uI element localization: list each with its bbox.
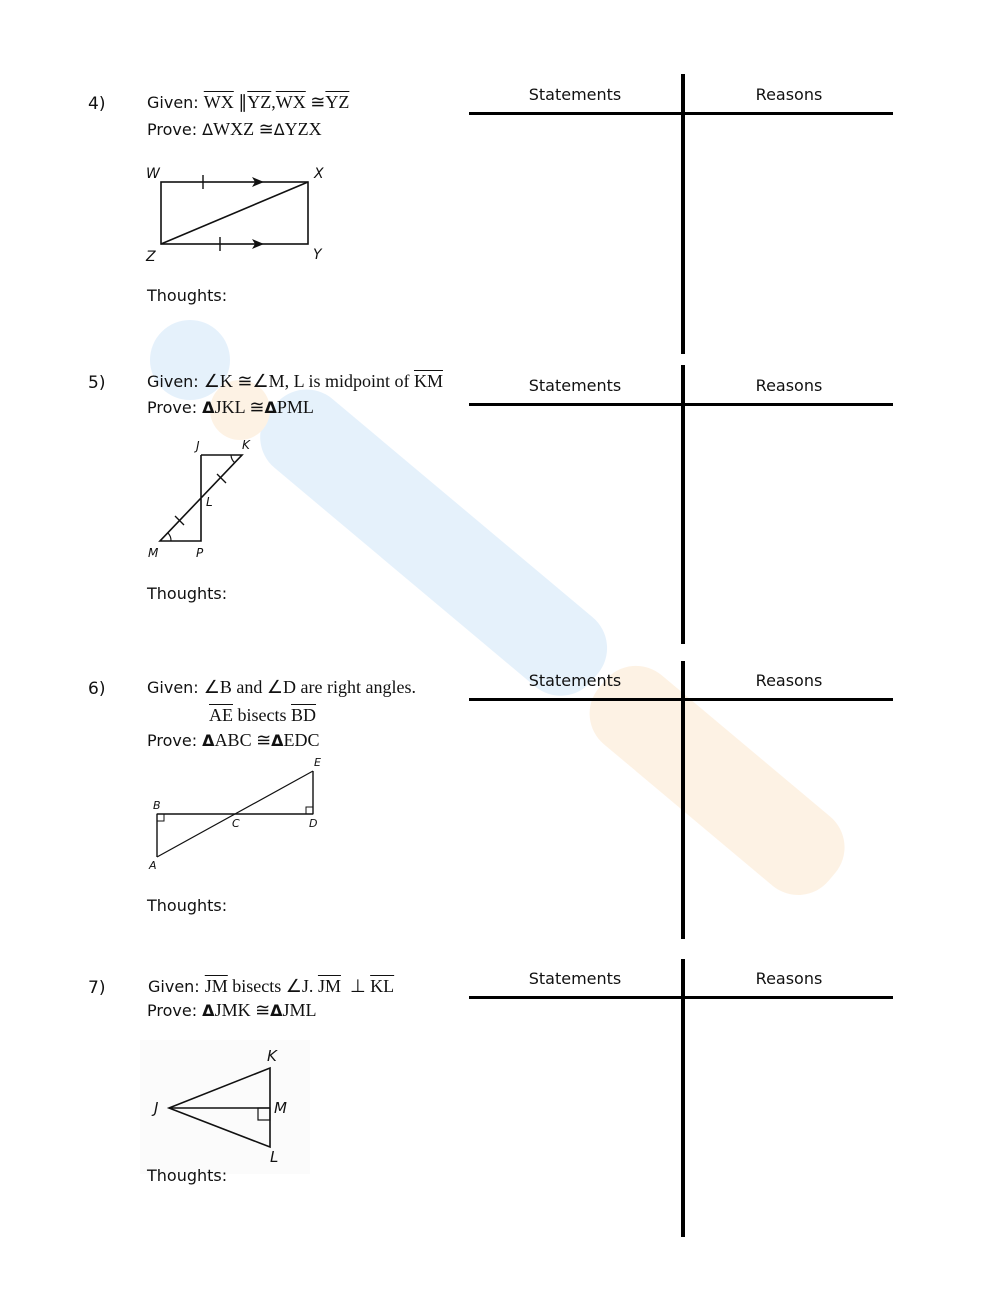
reasons-header: Reasons: [755, 376, 823, 395]
proof-table-5: [469, 365, 893, 644]
thoughts-label: Thoughts:: [147, 896, 228, 915]
problem-number: 4): [88, 94, 106, 114]
column-divider: [681, 959, 685, 1237]
given-text: ∠B and ∠D are right angles.: [203, 677, 417, 697]
thoughts-label: Thoughts:: [147, 286, 228, 305]
triangle-name: EDC: [283, 730, 320, 750]
parallel-symbol: ∥: [233, 92, 248, 112]
proof-table-6: [469, 661, 893, 939]
segment-bd: $\overline{BD}$: [291, 705, 317, 725]
statements-header: Statements: [528, 85, 622, 104]
problem-number: 6): [88, 679, 106, 699]
vertex-label: J: [154, 1099, 159, 1117]
figure-triangles-jkl-pml: [140, 430, 270, 574]
vertex-label: K: [242, 438, 250, 452]
prove-label: Prove:: [147, 398, 203, 417]
proof-table-4: [469, 74, 893, 354]
segment-yz: $\overline{YZ}$: [247, 92, 272, 112]
column-divider: [681, 661, 685, 939]
segment-kl: $\overline{KL}$: [370, 976, 395, 996]
statements-header: Statements: [528, 376, 622, 395]
triangle-name: PML: [276, 397, 314, 417]
statements-header: Statements: [528, 969, 622, 988]
prove-label: Prove:: [147, 731, 203, 750]
column-divider: [681, 365, 685, 644]
segment-km: $\overline{KM}$: [413, 371, 443, 391]
figure-triangles-jmk-jml: [140, 1040, 310, 1174]
vertex-label: X: [314, 166, 324, 182]
given-line: [147, 371, 443, 392]
vertex-label: L: [206, 495, 213, 509]
prove-line: [147, 1000, 317, 1021]
vertex-label: W: [146, 166, 160, 182]
segment-ae: $\overline{AE}$: [209, 705, 233, 725]
thoughts-label: Thoughts:: [147, 1166, 228, 1185]
delta-symbol: Δ: [202, 120, 214, 139]
delta-symbol: Δ: [273, 120, 285, 139]
given-text: bisects ∠J.: [227, 976, 318, 996]
reasons-header: Reasons: [755, 85, 823, 104]
given-line: [148, 976, 394, 997]
triangle-name: WXZ ≅: [213, 119, 274, 139]
delta-symbol: Δ: [270, 1001, 283, 1020]
vertex-label: C: [232, 817, 240, 830]
reasons-header: Reasons: [755, 969, 823, 988]
triangle-name: JML: [282, 1000, 317, 1020]
thoughts-label: Thoughts:: [147, 584, 228, 603]
prove-line: [147, 397, 314, 418]
figure-rectangle-wxyz: [140, 160, 340, 274]
vertex-label: D: [309, 817, 318, 830]
comma: ,: [271, 92, 276, 112]
triangle-name: YZX: [284, 119, 322, 139]
proof-table-7: [469, 959, 893, 1237]
given-line-2: [209, 705, 316, 726]
given-line: [147, 677, 416, 698]
prove-line: [147, 730, 320, 751]
prove-label: Prove:: [147, 1001, 203, 1020]
statements-header: Statements: [528, 671, 622, 690]
vertex-label: Z: [146, 249, 156, 265]
vertex-label: A: [149, 859, 157, 872]
given-text: bisects: [233, 705, 291, 725]
delta-symbol: Δ: [264, 398, 277, 417]
segment-yz: $\overline{YZ}$: [325, 92, 350, 112]
reasons-header: Reasons: [755, 671, 823, 690]
delta-symbol: Δ: [202, 731, 215, 750]
figure-triangles-abc-edc: [140, 750, 340, 879]
given-label: Given:: [148, 977, 205, 996]
perpendicular-symbol: ⊥: [340, 976, 371, 996]
vertex-label: L: [270, 1148, 279, 1166]
problem-number: 7): [88, 978, 106, 998]
vertex-label: K: [267, 1047, 277, 1065]
segment-wx: $\overline{WX}$: [203, 92, 234, 112]
delta-symbol: Δ: [202, 398, 215, 417]
problem-number: 5): [88, 373, 106, 393]
segment-jm: $\overline{JM}$: [317, 976, 341, 996]
prove-line: [147, 119, 322, 140]
congruent-symbol: ≅: [305, 92, 326, 112]
triangle-name: JKL ≅: [214, 397, 265, 417]
delta-symbol: Δ: [202, 1001, 215, 1020]
vertex-label: J: [196, 439, 200, 453]
segment-wx: $\overline{WX}$: [275, 92, 306, 112]
given-text: ∠K ≅∠M, L is midpoint of: [203, 371, 414, 391]
triangle-name: JMK ≅: [214, 1000, 271, 1020]
prove-label: Prove:: [147, 120, 203, 139]
vertex-label: M: [148, 546, 159, 560]
vertex-label: B: [153, 799, 161, 812]
vertex-label: E: [314, 756, 321, 769]
given-label: Given:: [147, 678, 204, 697]
segment-jm: $\overline{JM}$: [204, 976, 228, 996]
given-line: [147, 92, 349, 113]
given-label: Given:: [147, 93, 204, 112]
vertex-label: P: [196, 546, 204, 560]
vertex-label: M: [274, 1099, 287, 1117]
delta-symbol: Δ: [271, 731, 284, 750]
vertex-label: Y: [313, 247, 322, 263]
given-label: Given:: [147, 372, 204, 391]
column-divider: [681, 74, 685, 354]
triangle-name: ABC ≅: [214, 730, 272, 750]
